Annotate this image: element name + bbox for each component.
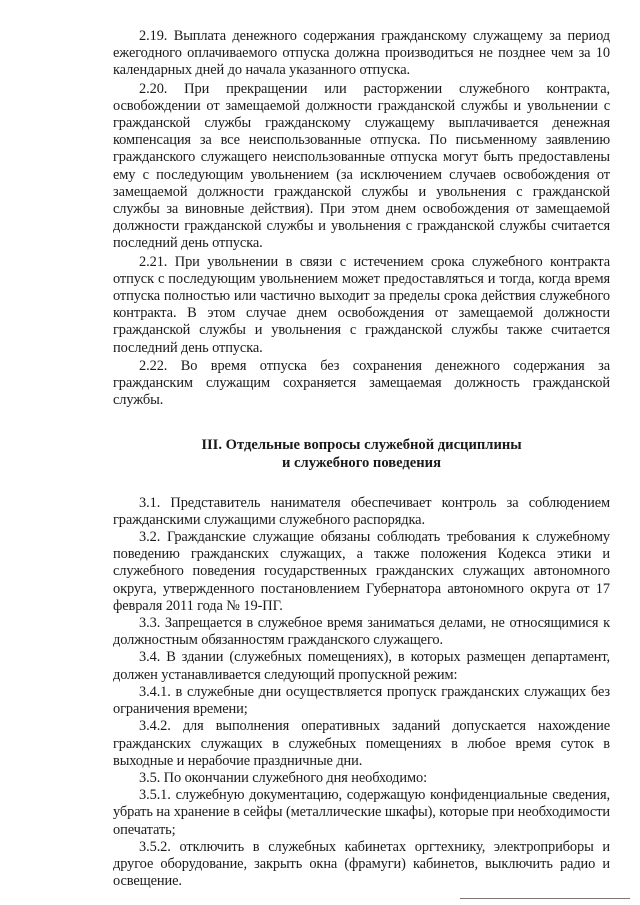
paragraph-3-3: 3.3. Запрещается в служебное время заниматься делами, не относящимися к должностным обязанностям гражданского служащего.	[113, 615, 610, 649]
paragraph-3-2: 3.2. Гражданские служащие обязаны соблюдать требования к служебному поведению гражданских служащих, а также положения Кодекса этики и служебного поведения государственных гражданских служащих автономного округа, утвержденного постановлением Губернатора автономного округа от 17 февраля 2011 года № 19-ПГ.	[113, 529, 610, 614]
section-heading-line-2: и служебного поведения	[282, 455, 441, 472]
paragraph-2-22: 2.22. Во время отпуска без сохранения денежного содержания за гражданским служащим сохраняется замещаемая должность гражданской службы.	[113, 357, 610, 409]
paragraph-3-5-1: 3.5.1. служебную документацию, содержащую конфиденциальные сведения, убрать на хранение в сейфы (металлические шкафы), которые при необходимости опечатать;	[113, 787, 610, 838]
paragraph-2-21: 2.21. При увольнении в связи с истечением срока служебного контракта отпуск с последующим увольнением может предоставляться и тогда, когда время отпуска полностью или частично выходит за пределы срока действия служебного контракта. В этом случае днем освобождения от замещаемой должности гражданской службы и увольнения с гражданской службы также считается последний день отпуска.	[113, 253, 610, 356]
paragraph-3-4: 3.4. В здании (служебных помещениях), в которых размещен департамент, должен устанавливается следующий пропускной режим:	[113, 649, 610, 683]
section-heading	[113, 437, 610, 472]
footer-divider	[460, 898, 630, 899]
paragraph-3-4-2: 3.4.2. для выполнения оперативных заданий допускается нахождение гражданских служащих в служебных помещениях в любое время суток в выходные и нерабочие праздничные дни.	[113, 718, 610, 769]
section-heading-line-1: III. Отдельные вопросы служебной дисциплины	[201, 437, 522, 454]
paragraph-3-5-2: 3.5.2. отключить в служебных кабинетах оргтехнику, электроприборы и другое оборудование, закрыть окна (фрамуги) кабинетов, выключить радио и освещение.	[113, 838, 610, 890]
paragraph-2-20: 2.20. При прекращении или расторжении служебного контракта, освобождении от замещаемой должности гражданской службы и увольнении с гражданской службы гражданскому служащему выплачивается денежная компенсация за все неиспользованные отпуска. По письменному заявлению гражданского служащего неиспользованные отпуска могут быть предоставлены ему с последующим увольнением (за исключением случаев освобождения от замещаемой должности гражданской службы и увольнения с гражданской службы за виновные действия). При этом днем освобождения от замещаемой должности гражданской службы и увольнения с гражданской службы считается последний день отпуска.	[113, 80, 610, 252]
paragraph-3-5: 3.5. По окончании служебного дня необходимо:	[139, 769, 427, 786]
paragraph-3-1: 3.1. Представитель нанимателя обеспечивает контроль за соблюдением гражданскими служащими служебного распорядка.	[113, 494, 610, 528]
paragraph-2-19: 2.19. Выплата денежного содержания гражданскому служащему за период ежегодного оплачиваемого отпуска должна производиться не позднее чем за 10 календарных дней до начала указанного отпуска.	[113, 28, 610, 79]
paragraph-3-4-1: 3.4.1. в служебные дни осуществляется пропуск гражданских служащих без ограничения времени;	[113, 683, 610, 718]
